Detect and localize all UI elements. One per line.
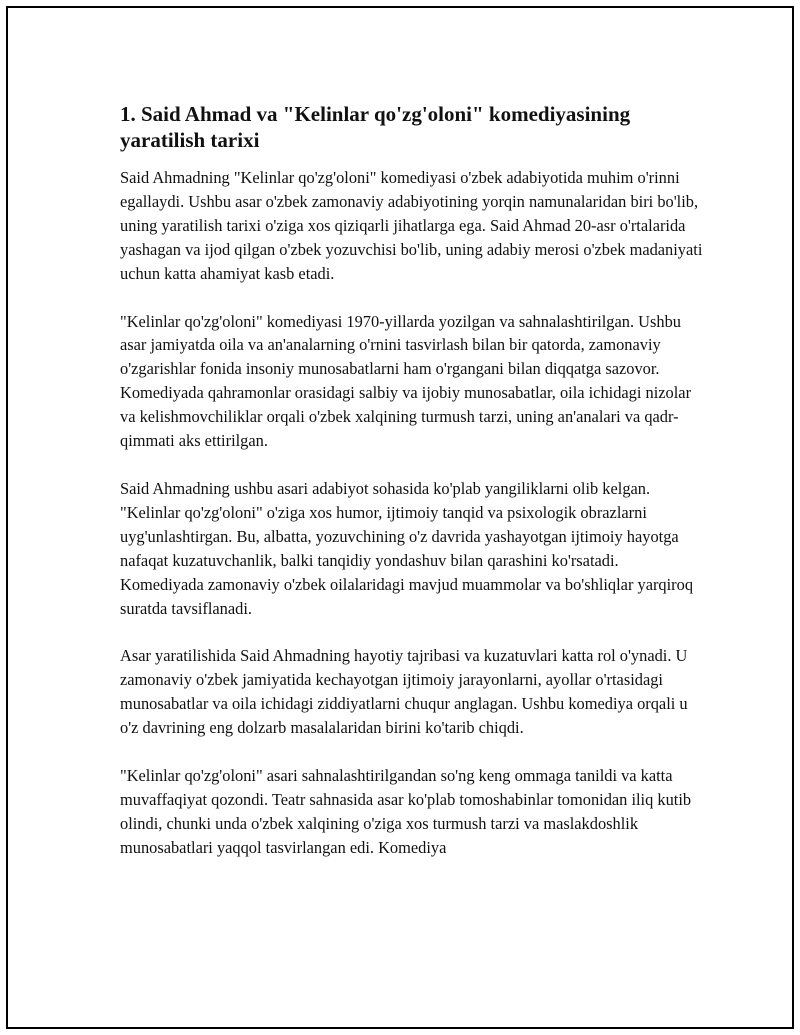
paragraph-3: Said Ahmadning ushbu asari adabiyot sohasida ko'plab yangiliklarni olib kelgan. "Kelinlar qo'zg'oloni" o'ziga xos humor, ijtimoiy tanqid va psixologik obrazlarni uyg'unlashtirgan. Bu, albatta, yozuvchining o'z davrida yashayotgan ijtimoiy hayotga nafaqat kuzatuvchanlik, balki tanqidiy yondashuv bilan qarashini ko'rsatadi. Komediyada zamonaviy o'zbek oilalaridagi mavjud muammolar va bo'shliqlar yarqiroq suratda tavsiflanadi. — [120, 478, 694, 618]
paragraph-5: "Kelinlar qo'zg'oloni" asari sahnalashtirilgandan so'ng keng ommaga tanildi va katta muvaffaqiyat qozondi. Teatr sahnasida asar ko'plab tomoshabinlar tomonidan iliq kutib olindi, chunki unda o'zbek xalqining o'ziga xos turmush tarzi va maslakdoshlik munosabatlari yaqqol tasvirlangan edi. Komediya — [120, 766, 692, 857]
section-heading: 1. Said Ahmad va "Kelinlar qo'zg'oloni" komediyasining yaratilish tarixi — [120, 102, 631, 152]
document-body — [120, 101, 706, 860]
paragraph-2: "Kelinlar qo'zg'oloni" komediyasi 1970-yillarda yozilgan va sahnalashtirilgan. Ushbu asar jamiyatda oila va an'analarning o'rnini tasvirlash bilan bir qatorda, zamonaviy o'zgarishlar fonida insoniy munosabatlarni ham o'rgangani bilan diqqatga sazovor. Komediyada qahramonlar orasidagi salbiy va ijobiy munosabatlar, oila ichidagi nizolar va kelishmovchiliklar orqali o'zbek xalqining turmush tarzi, uning an'analari va qadr-qimmati aks ettirilgan. — [120, 311, 692, 451]
paragraph-1: Said Ahmadning "Kelinlar qo'zg'oloni" komediyasi o'zbek adabiyotida muhim o'rinni egallaydi. Ushbu asar o'zbek zamonaviy adabiyotining yorqin namunalaridan biri bo'lib, uning yaratilish tarixi o'ziga xos qiziqarli jihatlarga ega. Said Ahmad 20-asr o'rtalarida yashagan va ijod qilgan o'zbek yozuvchisi bo'lib, uning adabiy merosi o'zbek madaniyati uchun katta ahamiyat kasb etadi. — [120, 168, 703, 283]
page-frame — [6, 6, 794, 1029]
paragraph-4: Asar yaratilishida Said Ahmadning hayotiy tajribasi va kuzatuvlari katta rol o'ynadi. U zamonaviy o'zbek jamiyatida kechayotgan ijtimoiy jarayonlarni, ayollar o'rtasidagi munosabatlar va oila ichidagi ziddiyatlarni chuqur anglagan. Ushbu komediya orqali u o'z davrining eng dolzarb masalalaridan birini ko'tarib chiqdi. — [120, 646, 688, 738]
